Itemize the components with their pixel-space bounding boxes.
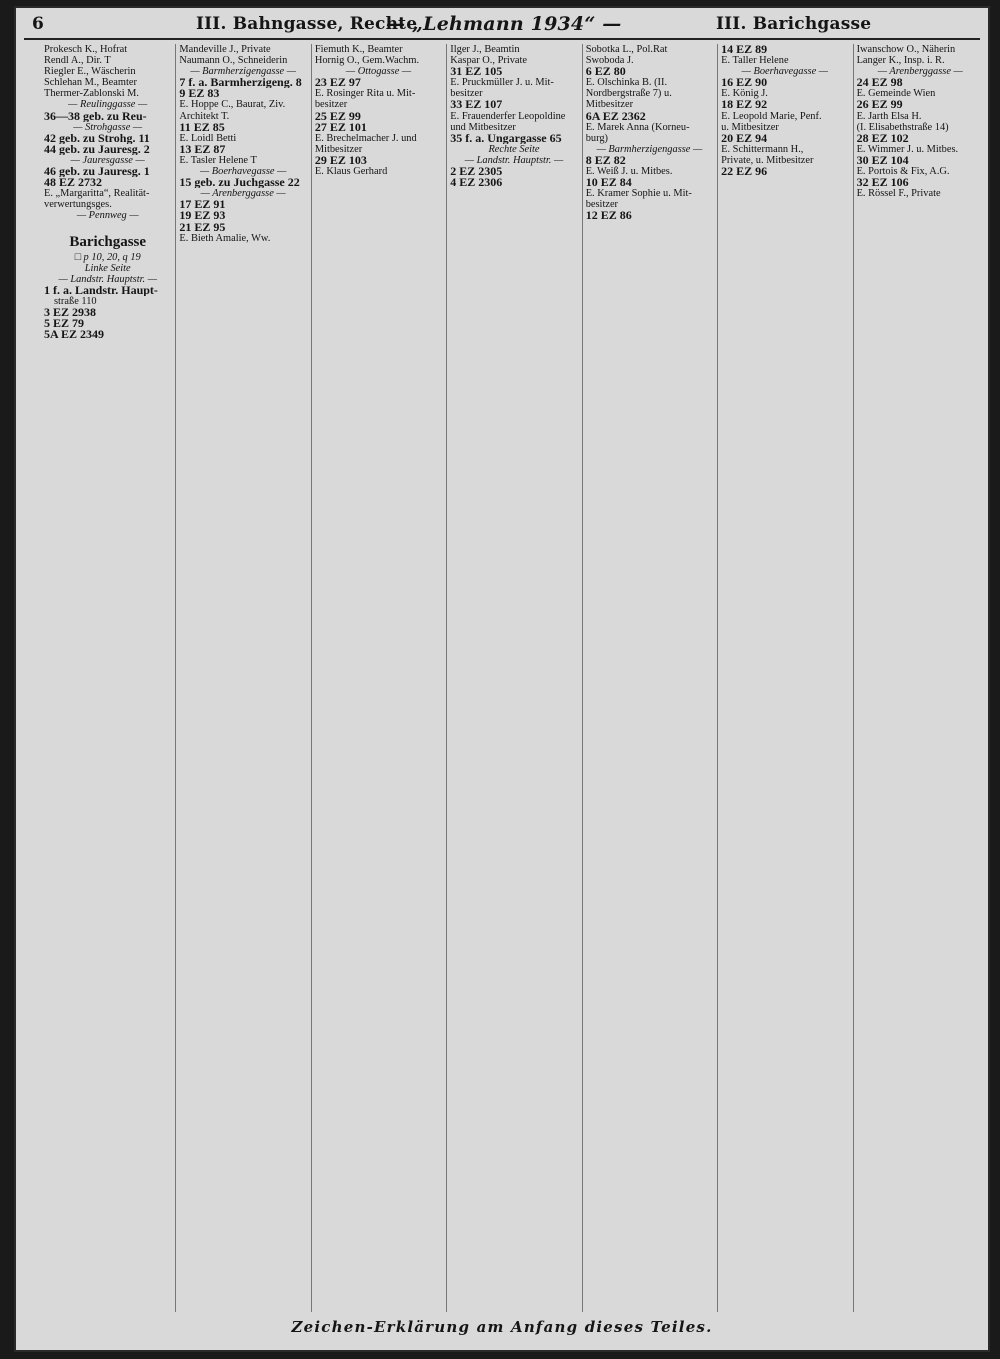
cross-street-marker: — Boerhavegasse —	[199, 166, 287, 178]
page-header	[14, 10, 990, 38]
directory-column-6	[721, 44, 848, 1312]
header-left-title: III. Bahngasse, Rechte	[196, 14, 418, 34]
resident-entry: E. Rössel F., Private	[856, 188, 941, 200]
resident-entry: E. Weiß J. u. Mitbes.	[585, 166, 673, 178]
house-number-entry: 42 geb. zu Strohg. 11	[44, 132, 150, 144]
resident-entry: E. König J.	[721, 88, 768, 100]
resident-entry: Thermer-Zablonski M.	[44, 88, 140, 100]
page-number: 6	[32, 14, 45, 34]
cross-street-marker: — Reulinggasse —	[68, 99, 148, 111]
house-number-entry: 32 EZ 106	[856, 177, 909, 189]
house-number-entry: 18 EZ 92	[721, 99, 768, 111]
house-number-entry: 7 f. a. Barmherzigeng. 8	[179, 77, 302, 89]
column-divider	[311, 44, 312, 1312]
resident-entry: Mandeville J., Private	[179, 44, 271, 55]
header-center-title: — „Lehmann 1934“ —	[386, 13, 622, 35]
directory-column-7	[857, 44, 984, 1312]
resident-entry: E. Bieth Amalie, Ww.	[179, 232, 271, 244]
directory-column-3	[315, 44, 442, 1312]
resident-entry: Naumann O., Schneiderin	[179, 55, 288, 67]
cross-street-marker: — Strohgasse —	[73, 121, 143, 133]
house-number-entry: 6 EZ 80	[585, 66, 626, 78]
resident-entry: E. Frauenderfer Leopoldine	[450, 110, 566, 122]
resident-entry: Prokesch K., Hofrat	[44, 44, 128, 55]
house-number-entry: 25 EZ 99	[314, 110, 361, 122]
house-number-entry: 26 EZ 99	[856, 99, 903, 111]
house-number-entry: 44 geb. zu Jauresg. 2	[44, 143, 150, 155]
resident-entry: Langer K., Insp. i. R.	[856, 55, 945, 67]
column-divider	[175, 44, 176, 1312]
resident-entry: Mitbesitzer	[585, 99, 634, 111]
resident-entry: E. Taller Helene	[721, 55, 789, 67]
house-number-entry: 13 EZ 87	[179, 143, 226, 155]
house-number-entry: 16 EZ 90	[721, 77, 768, 89]
resident-entry: E. Marek Anna (Korneu-	[585, 121, 690, 133]
resident-entry: Architekt T.	[179, 110, 230, 122]
resident-entry: E. Leopold Marie, Penf.	[721, 110, 822, 122]
house-number-entry: 35 f. a. Ungargasse 65	[450, 132, 562, 144]
resident-entry: Riegler E., Wäscherin	[44, 66, 136, 78]
house-number-entry: 5 EZ 79	[44, 318, 85, 330]
directory-page	[14, 6, 990, 1352]
house-number-entry: 9 EZ 83	[179, 88, 220, 100]
house-number-entry: 23 EZ 97	[314, 77, 361, 89]
house-number-entry: 15 geb. zu Juchgasse 22	[179, 177, 300, 189]
cross-street-marker: — Barmherzigengasse —	[596, 143, 703, 155]
directory-column-1	[44, 44, 171, 1312]
house-number-entry: 24 EZ 98	[856, 77, 903, 89]
resident-entry: besitzer	[450, 88, 483, 100]
house-number-entry: 36—38 geb. zu Reu-	[44, 110, 147, 122]
column-divider	[853, 44, 854, 1312]
page-footer: Zeichen-Erklärung am Anfang dieses Teiles.	[291, 1318, 713, 1336]
resident-entry: E. Pruckmüller J. u. Mit-	[450, 77, 554, 89]
resident-entry: straße 110	[54, 295, 97, 307]
house-number-entry: 31 EZ 105	[450, 66, 503, 78]
resident-entry: Schlehan M., Beamter	[44, 77, 137, 89]
resident-entry: E. Gemeinde Wien	[856, 88, 936, 100]
resident-entry: Ilger J., Beamtin	[450, 44, 520, 55]
house-number-entry: 1 f. a. Landstr. Haupt-	[44, 284, 158, 296]
resident-entry: E. Portois & Fix, A.G.	[856, 166, 950, 178]
resident-entry: Hornig O., Gem.Wachm.	[314, 55, 420, 67]
house-number-entry: 46 geb. zu Jauresg. 1	[44, 166, 150, 178]
directory-columns	[44, 44, 984, 1312]
house-number-entry: 17 EZ 91	[179, 199, 226, 211]
column-divider	[446, 44, 447, 1312]
resident-entry: Private, u. Mitbesitzer	[721, 154, 814, 166]
cross-street-marker: — Barmherzigengasse —	[190, 66, 296, 78]
resident-entry: E. Olschinka B. (II.	[585, 77, 668, 89]
house-number-entry: 3 EZ 2938	[44, 306, 97, 319]
house-number-entry: 10 EZ 84	[585, 177, 632, 189]
header-right-title: III. Barichgasse	[716, 14, 872, 34]
column-divider	[582, 44, 583, 1312]
house-number-entry: 19 EZ 93	[179, 210, 226, 222]
section-subtitle: Rechte Seite	[488, 143, 540, 155]
section-subtitle: Linke Seite	[84, 262, 131, 274]
resident-entry: Mitbesitzer	[314, 143, 363, 155]
resident-entry: E. Kramer Sophie u. Mit-	[585, 188, 692, 200]
cross-street-marker: — Jauresgasse —	[70, 154, 145, 166]
resident-entry: Kaspar O., Private	[450, 55, 528, 67]
resident-entry: burg)	[585, 132, 609, 144]
header-rule	[24, 38, 980, 40]
cross-street-marker: — Boerhavegasse —	[741, 66, 829, 78]
resident-entry: E. Jarth Elsa H.	[856, 110, 922, 122]
resident-entry: (I. Elisabethstraße 14)	[856, 121, 949, 133]
resident-entry: verwertungsges.	[44, 199, 112, 211]
house-number-entry: 6A EZ 2362	[585, 110, 646, 122]
house-number-entry: 2 EZ 2305	[450, 166, 503, 178]
house-number-entry: 8 EZ 82	[585, 154, 626, 167]
house-number-entry: 4 EZ 2306	[450, 177, 503, 189]
house-number-entry: 22 EZ 96	[721, 166, 768, 178]
house-number-entry: 29 EZ 103	[314, 154, 367, 167]
resident-entry: E. Tasler Helene T	[179, 154, 257, 166]
house-number-entry: 30 EZ 104	[856, 154, 909, 167]
house-number-entry: 21 EZ 95	[179, 221, 226, 233]
cross-street-marker: — Landstr. Hauptstr. —	[464, 154, 564, 166]
house-number-entry: 14 EZ 89	[721, 44, 768, 56]
resident-entry: E. Hoppe C., Baurat, Ziv.	[179, 99, 286, 111]
cross-street-marker: — Landstr. Hauptstr. —	[58, 273, 157, 285]
cross-street-marker: — Arenberggasse —	[200, 188, 286, 200]
resident-entry: E. „Margaritta“, Realität-	[44, 188, 150, 200]
cross-street-marker: — Pennweg —	[76, 210, 139, 222]
house-number-entry: 27 EZ 101	[314, 121, 367, 133]
resident-entry: E. Brechelmacher J. und	[314, 132, 417, 144]
house-number-entry: 48 EZ 2732	[44, 177, 103, 189]
house-number-entry: 28 EZ 102	[856, 132, 909, 144]
resident-entry: Rendl A., Dir. T	[44, 55, 111, 67]
house-number-entry: 33 EZ 107	[450, 99, 503, 111]
resident-entry: E. Schittermann H.,	[721, 143, 804, 155]
cross-street-marker: — Arenberggasse —	[877, 66, 963, 78]
street-heading: Barichgasse	[69, 233, 147, 250]
resident-entry: E. Loidl Betti	[179, 132, 237, 144]
directory-column-5	[586, 44, 713, 1312]
resident-entry: E. Klaus Gerhard	[314, 166, 388, 178]
directory-column-4	[450, 44, 577, 1312]
resident-entry: Iwanschow O., Näherin	[856, 44, 956, 55]
resident-entry: u. Mitbesitzer	[721, 121, 779, 133]
house-number-entry: 12 EZ 86	[585, 210, 632, 222]
column-divider	[717, 44, 718, 1312]
house-number-entry: 20 EZ 94	[721, 132, 768, 144]
house-number-entry: 11 EZ 85	[179, 121, 225, 133]
resident-entry: E. Rosinger Rita u. Mit-	[314, 88, 416, 100]
resident-entry: und Mitbesitzer	[450, 121, 516, 133]
resident-entry: E. Wimmer J. u. Mitbes.	[856, 143, 959, 155]
directory-column-2	[179, 44, 306, 1312]
resident-entry: besitzer	[585, 199, 619, 211]
resident-entry: besitzer	[314, 99, 348, 111]
resident-entry: Swoboda J.	[585, 55, 634, 67]
resident-entry: Sobotka L., Pol.Rat	[585, 44, 668, 55]
section-subtitle: □ p 10, 20, q 19	[74, 251, 141, 263]
resident-entry: Nordbergstraße 7) u.	[585, 88, 672, 100]
house-number-entry: 5A EZ 2349	[44, 329, 105, 341]
resident-entry: Fiemuth K., Beamter	[314, 44, 403, 55]
cross-street-marker: — Ottogasse —	[345, 66, 412, 78]
